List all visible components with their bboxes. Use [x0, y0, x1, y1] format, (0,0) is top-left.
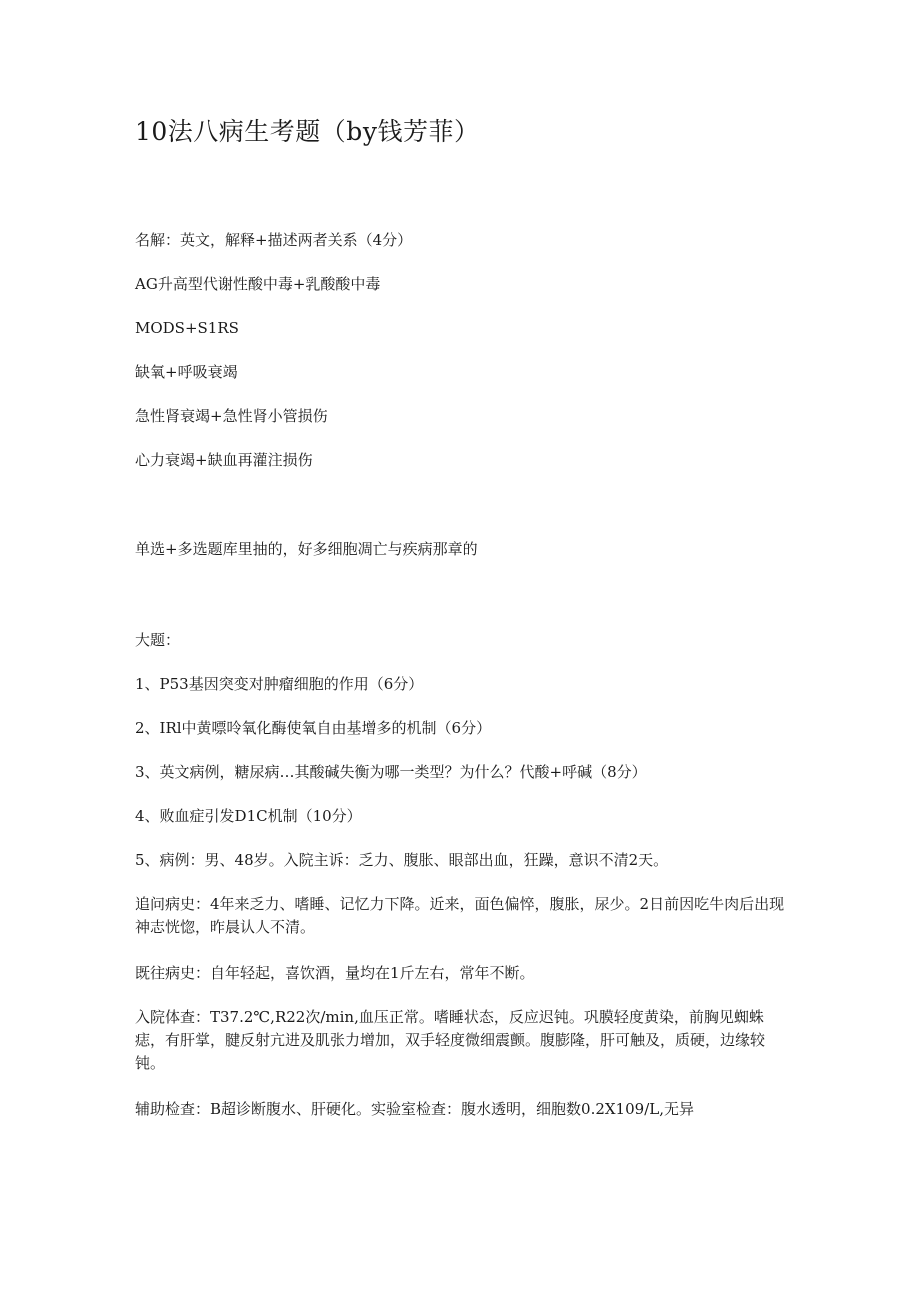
case-past-history: 既往病史：自年轻起，喜饮酒，量均在1斤左右，常年不断。 [135, 964, 535, 982]
case-lab-line: 辅助检查：B超诊断腹水、肝硬化。实验室检查：腹水透明，细胞数0.2X109/L,无异 [135, 1100, 694, 1118]
question-item-4: 4、败血症引发D1C机制（10分） [135, 807, 362, 825]
terms-item-5: 心力衰竭+缺血再灌注损伤 [135, 451, 313, 469]
case-exam-paragraph: 入院体查：T37.2℃,R22次/min,血压正常。嗜睡状态，反应迟钝。巩膜轻度黄染，前胸见蜘蛛痣，有肝掌，腱反射亢进及肌张力增加，双手轻度微细震颤。腹膨隆，肝可触及，质硬，边缘较钝。 [135, 1008, 766, 1072]
terms-item-2: MODS+S1RS [135, 319, 239, 337]
terms-heading: 名解：英文，解释+描述两者关系（4分） [135, 231, 413, 249]
question-item-1: 1、P53基因突变对肿瘤细胞的作用（6分） [135, 675, 424, 693]
choice-section-text: 单选+多选题库里抽的，好多细胞凋亡与疾病那章的 [135, 540, 478, 558]
question-item-5: 5、病例：男、48岁。入院主诉：乏力、腹胀、眼部出血，狂躁，意识不清2天。 [135, 851, 669, 869]
question-item-3: 3、英文病例，糖尿病…其酸碱失衡为哪一类型？为什么？代酸+呼碱（8分） [135, 763, 647, 781]
case-history-paragraph: 追问病史：4年来乏力、嗜睡、记忆力下降。近来，面色偏悴，腹胀，尿少。2日前因吃牛肉后出现神志恍惚，昨晨认人不清。 [135, 895, 785, 936]
question-item-2: 2、IRl中黄嘌呤氧化酶使氧自由基增多的机制（6分） [135, 719, 492, 737]
terms-item-4: 急性肾衰竭+急性肾小管损伤 [135, 407, 328, 425]
terms-item-1: AG升高型代谢性酸中毒+乳酸酸中毒 [135, 275, 381, 293]
questions-heading: 大题： [135, 631, 181, 649]
terms-item-3: 缺氧+呼吸衰竭 [135, 363, 238, 381]
page-title: 10法八病生考题（by钱芳菲） [135, 117, 480, 146]
